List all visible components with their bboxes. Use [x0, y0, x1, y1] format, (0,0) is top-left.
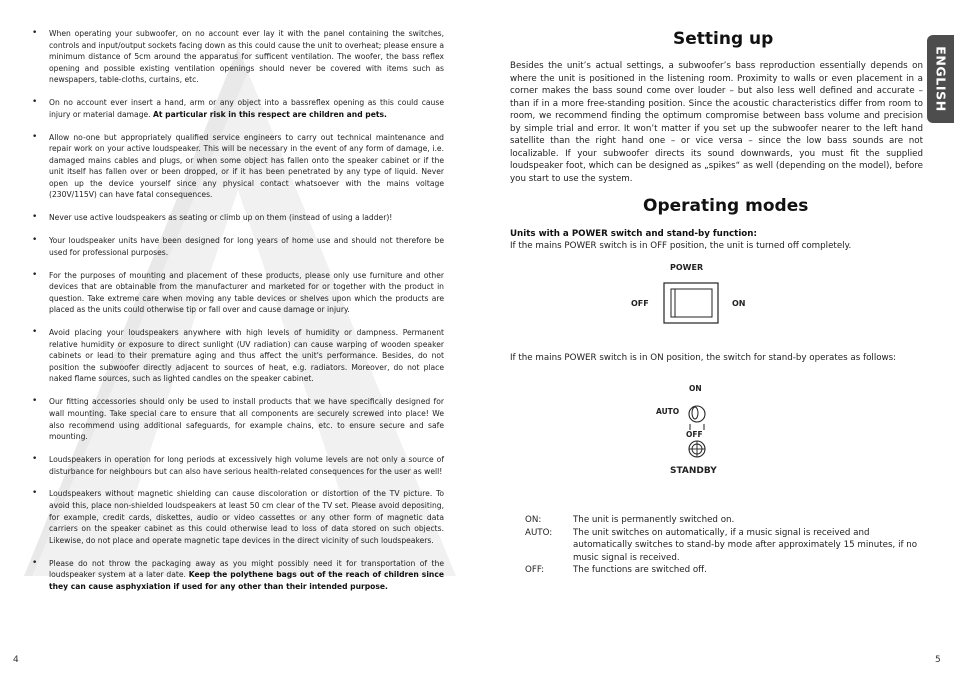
safety-instructions-list: [30, 28, 444, 604]
standby-on-label: ON: [689, 384, 702, 393]
operating-mode-key: AUTO:: [525, 527, 553, 538]
safety-instruction-emphasis: Keep the polythene bags out of the reach of children since they can cause asphyxiation if used for any other than their intended purpose.: [49, 570, 444, 591]
operating-mode-description: The functions are switched off.: [573, 565, 707, 575]
units-subheading: Units with a POWER switch and stand-by function:: [510, 229, 757, 239]
operating-mode-key: OFF:: [525, 565, 545, 575]
safety-instruction-item: [30, 327, 444, 385]
safety-instruction-text: Your loudspeaker units have been designed for long years of home use and should not therefore be used for professional purposes.: [49, 236, 444, 257]
safety-instruction-text: Please do not throw the packaging away as you might possibly need it for transportation of the loudspeaker system at a later date.: [49, 558, 444, 580]
safety-instruction-emphasis: At particular risk in this respect are children and pets.: [153, 109, 387, 119]
safety-instruction-text: Allow no-one but appropriately qualified service engineers to carry out technical maintenance and repair work on your active loudspeaker. This will be necessary in the event of any form of damage, i.e. damaged mains cables and plugs, or when some object has fallen onto the speaker cabinet or if the unit itself has fallen over or been dropped, or if it has been penetrated by any type of liquid. Never open up the device yourself since any physical contact whatsoever with the mains voltage (230V/115V) can have fatal consequences.: [49, 132, 444, 200]
page-number-left: 4: [13, 655, 19, 665]
safety-instruction-item: [30, 488, 444, 546]
standby-off-label: OFF: [686, 430, 703, 439]
power-diagram-title: POWER: [670, 263, 704, 272]
safety-instruction-text: When operating your subwoofer, on no account ever lay it with the panel containing the switches, controls and input/output sockets facing down as this could cause the unit to overheat; please ensure a minimum distance of 5cm around the apparatus for sufficent ventilation. The woofer, the bass reflex opening and possible existing ventilation openings should never be covered with items such as newspapers, table-cloths, curtains, etc.: [49, 29, 444, 85]
power-off-label: OFF: [631, 299, 649, 308]
language-tab-label: ENGLISH: [933, 46, 948, 112]
safety-instruction-item: [30, 28, 444, 86]
safety-instruction-text: Our fitting accessories should only be used to install products that we have specifically designed for wall mounting. Take special care to ensure that all components are securely screwed into place! We also recommend using additional safeguards, for example chains, etc. to ensure secure and safe mounting.: [49, 397, 444, 442]
power-on-label: ON: [732, 299, 746, 308]
operating-modes-list: [525, 514, 925, 577]
safety-instruction-text: Loudspeakers in operation for long periods at excessively high volume levels are not only a source of disturbance for neighbours but can also have serious health-related consequences for the user as well!: [49, 454, 444, 476]
setting-up-heading: Setting up: [673, 29, 774, 49]
safety-instruction-item: [30, 558, 444, 593]
power-off-paragraph: If the mains POWER switch is in OFF position, the unit is turned off completely.: [510, 241, 852, 251]
safety-instruction-item: [30, 132, 444, 201]
operating-modes-heading: Operating modes: [643, 196, 809, 216]
setting-up-paragraph: Besides the unit’s actual settings, a subwoofer’s bass reproduction essentially depends on where the unit is positioned in the listening room. Proximity to walls or even placement in a corner makes the bass sound come over louder – but also less well defined and accurate – than if in a more free-standing position. Since the acoustic characteristics differ from room to room, we recommend finding the optimum compromise between bass volume and precision by simple trial and error. It won’t matter if you set up the subwoofer nearer to the left hand satellite than the right hand one – or vice versa – since the low bass sounds are not localizable. If your subwoofer directs its sound downwards, you must fit the supplied loudspeaker foot, which can be designed as „spikes“ as well (depending on the model), before you start to use the system.: [510, 61, 923, 184]
standby-auto-label: AUTO: [656, 407, 680, 416]
operating-mode-row: [525, 564, 925, 577]
power-on-paragraph: If the mains POWER switch is in ON position, the switch for stand-by operates as follows:: [510, 353, 897, 363]
power-switch-icon: [663, 282, 719, 324]
safety-instruction-item: [30, 454, 444, 477]
safety-instruction-item: [30, 97, 444, 120]
standby-toggle-switch-icon: [682, 400, 712, 460]
page-number-right: 5: [935, 655, 941, 665]
safety-instruction-text: On no account ever insert a hand, arm or any object into a bassreflex opening as this could cause injury or material damage.: [49, 98, 444, 119]
safety-instruction-text: For the purposes of mounting and placement of these products, please only use furniture and other devices that are obtainable from the manufacturer and marketed for or together with the product in question. Take extreme care when moving any table devices or shelves upon which the products are placed as the units could otherwise tip or fall over and cause damage or injury.: [49, 270, 444, 315]
safety-instruction-item: [30, 212, 444, 224]
standby-diagram-title: STANDBY: [670, 466, 717, 476]
safety-instruction-text: Loudspeakers without magnetic shielding can cause discoloration or distortion of the TV picture. To avoid this, place non-shielded loudspeakers at least 50 cm clear of the TV set. Please avoid depositing, for example, credit cards, diskettes, audio or video cassettes or any other form of magnetic data carriers on the speaker cabinet as this could otherwise lead to loss of data stored on such objects. Likewise, do not place and operate magnetic tape devices in the direct vicinity of such loudspeakers.: [49, 489, 444, 545]
safety-instruction-item: [30, 235, 444, 258]
right-page: [477, 0, 954, 675]
safety-instruction-text: Never use active loudspeakers as seating or climb up on them (instead of using a ladder)!: [49, 213, 393, 223]
safety-instruction-item: [30, 270, 444, 316]
safety-instruction-item: [30, 396, 444, 442]
operating-mode-row: [525, 527, 925, 565]
safety-instruction-text: Avoid placing your loudspeakers anywhere with high levels of humidity or dampness. Permanent relative humidity or exposure to direct sunlight (UV radiation) can cause warping of wooden speaker cabinets or lead to their premature aging and thus affect the unit's performance. Besides, do not position the subwoofer directly adjacent to sources of heat, e.g. radiators. Moreover, do not place naked flame sources, such as lighted candles on the speaker cabinet.: [49, 328, 444, 384]
operating-mode-description: The unit is permanently switched on.: [573, 515, 735, 525]
operating-mode-key: ON:: [525, 515, 542, 525]
operating-mode-row: [525, 514, 925, 527]
operating-mode-description: The unit switches on automatically, if a music signal is received and automatically switches to stand-by mode after approximately 15 minutes, if no music signal is received.: [573, 527, 918, 563]
language-tab: [927, 35, 954, 123]
